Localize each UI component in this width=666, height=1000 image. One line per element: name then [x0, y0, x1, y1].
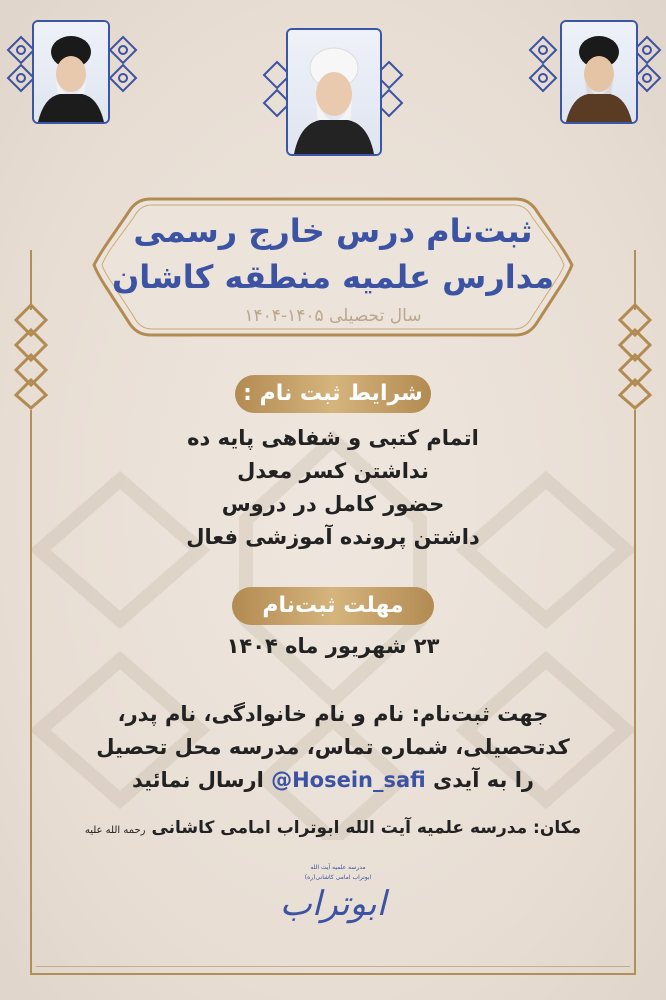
- deadline-date: ۲۳ شهریور ماه ۱۴۰۴: [226, 634, 440, 658]
- condition-item: داشتن پرونده آموزشی فعال: [186, 525, 480, 549]
- instructions-line-1: جهت ثبت‌نام: نام و نام خانوادگی، نام پدر،: [117, 702, 549, 726]
- condition-item: اتمام کتبی و شفاهی پایه ده: [187, 426, 479, 450]
- frame-bottom: [30, 973, 636, 975]
- instructions-line-3: [0, 768, 666, 792]
- location-text: مکان: مدرسه علمیه آیت الله ابوتراب امامی کاشانی: [151, 818, 582, 838]
- right-blue-ornament: [528, 35, 558, 95]
- instructions-suffix: ارسال نمائید: [131, 768, 264, 792]
- instructions-line-2: کدتحصیلی، شماره تماس، مدرسه محل تحصیل: [96, 735, 570, 759]
- school-logo: [263, 862, 403, 942]
- condition-item: حضور کامل در دروس: [221, 492, 445, 516]
- logo-small-text-1: مدرسه علمیه آیت الله: [310, 864, 366, 871]
- location-honorific: رحمه الله علیه: [84, 825, 146, 836]
- telegram-handle[interactable]: @Hosein_safi: [271, 768, 426, 792]
- logo-small-text-2: ابوتراب امامی کاشانی(ره): [304, 874, 372, 881]
- deadline-heading: مهلت ثبت‌نام: [232, 587, 434, 625]
- location-line: [0, 818, 666, 838]
- title-line-1: ثبت‌نام درس خارج رسمی: [133, 212, 533, 250]
- portrait-right: [560, 20, 638, 124]
- academic-year: سال تحصیلی ۱۴۰۵-۱۴۰۴: [244, 306, 422, 326]
- logo-calligraphy: ابوتراب: [279, 884, 387, 924]
- instructions-prefix: را به آیدی: [433, 768, 535, 792]
- portrait-center: [286, 28, 382, 156]
- portrait-left: [32, 20, 110, 124]
- conditions-heading: شرایط ثبت نام :: [235, 375, 431, 413]
- condition-item: نداشتن کسر معدل: [237, 459, 429, 483]
- frame-inner-bottom: [36, 966, 630, 967]
- left-blue-ornament-2: [108, 35, 138, 95]
- title-line-2: مدارس علمیه منطقه کاشان: [111, 258, 554, 296]
